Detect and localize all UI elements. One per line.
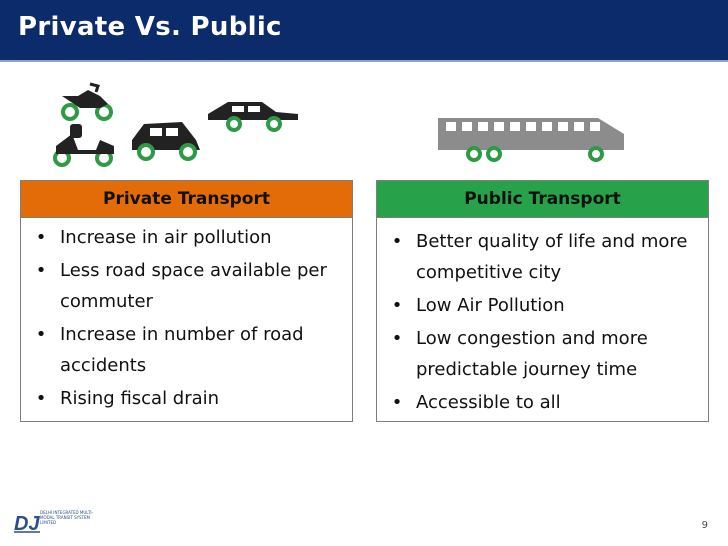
- list-item: • Increase in number of road accidents: [21, 319, 346, 381]
- sedan-icon: [208, 102, 298, 130]
- bullet-icon: •: [391, 392, 403, 413]
- private-transport-box: [20, 180, 353, 422]
- list-item: • Less road space available per commuter: [21, 255, 346, 317]
- bullet-icon: •: [35, 227, 47, 248]
- list-item: • Low congestion and more predictable journey time: [377, 323, 702, 385]
- list-item: • Accessible to all: [377, 387, 702, 418]
- list-item: • Rising fiscal drain: [21, 383, 346, 414]
- motorcycle-icon: [62, 84, 111, 119]
- public-transport-header: Public Transport: [377, 181, 708, 218]
- public-transport-list: [377, 218, 708, 418]
- logo-text: DELHI INTEGRATED MULTI-MODAL TRANSIT SYSTEM LIMITED: [40, 510, 94, 525]
- slide-title: Private Vs. Public: [18, 12, 282, 42]
- list-item: • Low Air Pollution: [377, 290, 702, 321]
- list-item: • Increase in air pollution: [21, 222, 346, 253]
- bullet-icon: •: [391, 328, 403, 349]
- private-transport-header: Private Transport: [21, 181, 352, 218]
- vehicle-icons: [0, 62, 728, 172]
- bullet-icon: •: [391, 231, 403, 252]
- bus-icon: [438, 118, 624, 160]
- scooter-icon: [55, 124, 114, 165]
- svg-text:DJ: DJ: [14, 513, 40, 535]
- suv-icon: [132, 122, 200, 159]
- bullet-icon: •: [35, 260, 47, 281]
- bullet-icon: •: [391, 295, 403, 316]
- public-transport-box: [376, 180, 709, 422]
- page-number: 9: [701, 520, 708, 531]
- list-item: • Better quality of life and more competitive city: [377, 226, 702, 288]
- bullet-icon: •: [35, 324, 47, 345]
- private-transport-list: [21, 218, 352, 414]
- bullet-icon: •: [35, 388, 47, 409]
- title-bar: [0, 0, 728, 60]
